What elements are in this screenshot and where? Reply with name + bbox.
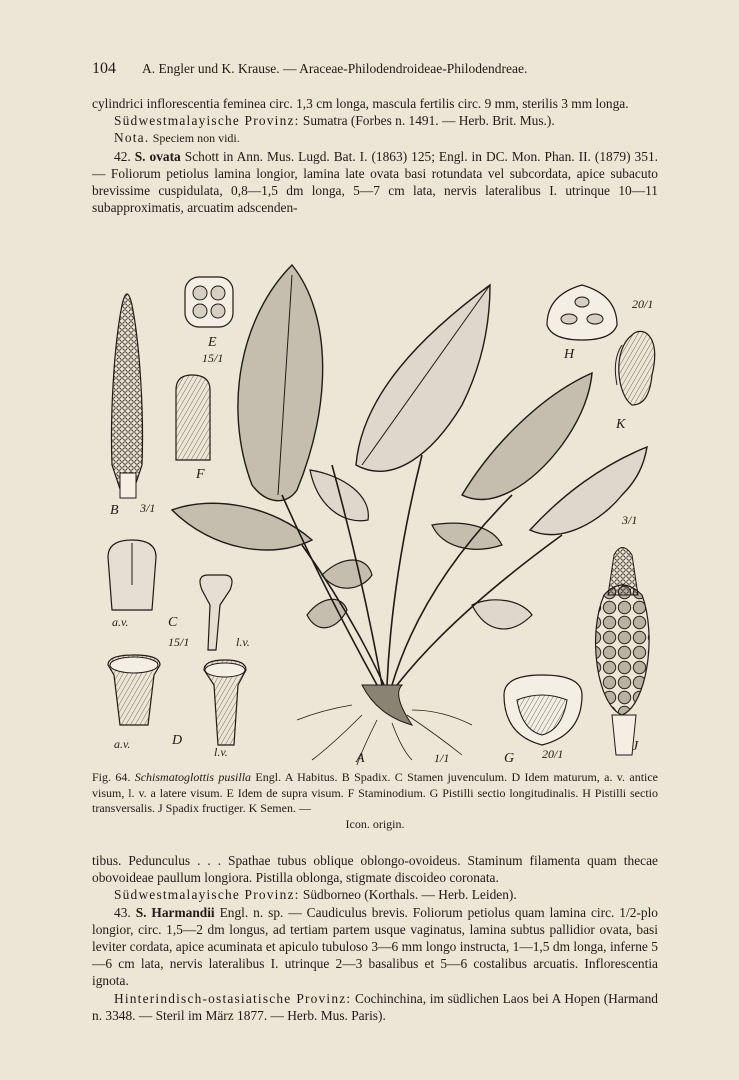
figure-scale-b: 3/1 (140, 501, 156, 515)
nota-label: Nota. (114, 130, 150, 146)
figure-label-d-lv: l.v. (214, 745, 228, 759)
pistil-longitudinal-section-g (504, 675, 582, 745)
figure-author: Engl. (255, 770, 282, 784)
figure-species: Schismatoglottis pusilla (134, 770, 252, 784)
fruiting-spadix-drawing-j (596, 548, 649, 756)
figure-origin: Icon. origin. (345, 816, 405, 831)
province-label-3: Hinterindisch-ostasiatische Provinz: (114, 990, 352, 1006)
figure-scale-c: 15/1 (168, 635, 190, 649)
species-name-43: S. Harmandii (135, 904, 215, 920)
paragraph-continuation-2: tibus. Pedunculus . . . Spathae tubus oblique oblongo-ovoideus. Staminum filamenta quam thecae obovoideae paullum longiora. Pistilla oblonga, stigmate discoideo coronata. (92, 853, 658, 886)
province-label-2: Südwestmalayische Provinz: (114, 887, 300, 903)
figure-label-b: B (110, 503, 119, 518)
figure-caption-body: A Habitus. B Spadix. C Stamen juvenculum. D Idem maturum, a. v. antice visum, l. v. a latere visum. E Idem de supra visum. F Staminodium. G Pistilli sectio longitudinalis. H Pistilli sectio transversalis. J Spadix fructiger. K Semen. — (92, 770, 659, 815)
nota-text: Speciem non vidi. (152, 131, 240, 146)
province-paragraph-3 (92, 990, 658, 1024)
seed-drawing-k (615, 331, 654, 405)
figure-label-k: K (616, 417, 626, 432)
province-paragraph (92, 112, 658, 129)
figure-scale-e: 15/1 (202, 351, 224, 365)
species-43-paragraph (92, 904, 658, 990)
figure-label-d-av: a.v. (114, 737, 131, 751)
figure-label-c-lv: l.v. (236, 635, 250, 649)
botanical-illustration (92, 255, 658, 770)
figure-label-g: G (504, 751, 515, 766)
province-text: Sumatra (Forbes n. 1491. — Herb. Brit. Mus.). (302, 113, 555, 129)
staminodium-drawing-f (176, 375, 210, 460)
province-text-3: Cochinchina, im südlichen Laos bei A Hopen (Harmand n. 3348. — Steril im März 1877. — Herb. Mus. Paris). (92, 990, 659, 1023)
figure-scale-h: 20/1 (632, 297, 654, 311)
stamen-mature-drawing-d (108, 655, 246, 745)
species-description: Schott in Ann. Mus. Lugd. Bat. I. (1863) 125; Engl. in DC. Mon. Phan. II. (1879) 351. — Foliorum petiolus lamina longior, lamina late ovata basi rotundata vel subcordata, apice subacuto brevissime cuspidulata, 0,8—1,5 dm longa, 5—7 cm lata, nervis lateralibus I. utrinque 10—11 subapproximatis, arcuatim adscenden- (92, 148, 658, 216)
species-name: S. ovata (134, 148, 181, 164)
figure-label-c: C (168, 615, 178, 630)
species-number-43: 43. (114, 904, 131, 920)
stamen-top-view-e (185, 277, 233, 327)
species-42-paragraph (92, 148, 658, 217)
figure-label-f: F (196, 467, 205, 482)
figure-label-j: J (632, 739, 639, 754)
running-header (92, 60, 652, 78)
spadix-drawing-b (111, 294, 142, 498)
pistil-cross-section-h (547, 285, 617, 340)
bottom-text-block (92, 852, 658, 1024)
figure-64 (92, 255, 658, 770)
figure-label-c-av: a.v. (112, 615, 129, 629)
figure-label-a: A (356, 751, 365, 766)
figure-label-d: D (172, 733, 183, 748)
province-paragraph-2 (92, 886, 658, 903)
figure-number: Fig. 64. (92, 770, 131, 784)
running-title: A. Engler und K. Krause. — Araceae-Philodendroideae-Philodendreae. (142, 61, 528, 76)
province-text-2: Südborneo (Korthals. — Herb. Leiden). (302, 887, 517, 903)
figure-label-e: E (208, 335, 217, 350)
figure-caption (92, 770, 658, 832)
top-text-block (92, 95, 658, 216)
province-label: Südwestmalayische Provinz: (114, 113, 300, 129)
species-description-43: Engl. n. sp. — Caudiculus brevis. Foliorum petiolus quam lamina circ. 1/2-plo longior, circ. 1,5—2 dm longus, ad tertiam partem usque vaginatus, lamina subtus pallidior ovata, basi leviter cordata, apice acuminata et apiculo tubuloso 3—6 mm longo instructa, 1—1,5 dm longa, inferne 5—6 cm lata, nervis lateralibus I. utrinque 2—3 basalibus et 5—6 costalibus arcuatis. Inflorescentia ignota. (92, 904, 658, 989)
figure-scale-g: 20/1 (542, 747, 564, 761)
figure-scale-j: 3/1 (622, 513, 638, 527)
paragraph-continuation: cylindrici inflorescentia feminea circ. 1,3 cm longa, mascula fertilis circ. 9 mm, sterilis 3 mm longa. (92, 96, 629, 111)
stamen-young-drawing-c (108, 540, 232, 650)
figure-label-h: H (564, 347, 575, 362)
page-number: 104 (92, 60, 116, 77)
figure-scale-a: 1/1 (434, 751, 450, 765)
species-number: 42. (114, 148, 131, 164)
nota-paragraph (92, 129, 658, 147)
